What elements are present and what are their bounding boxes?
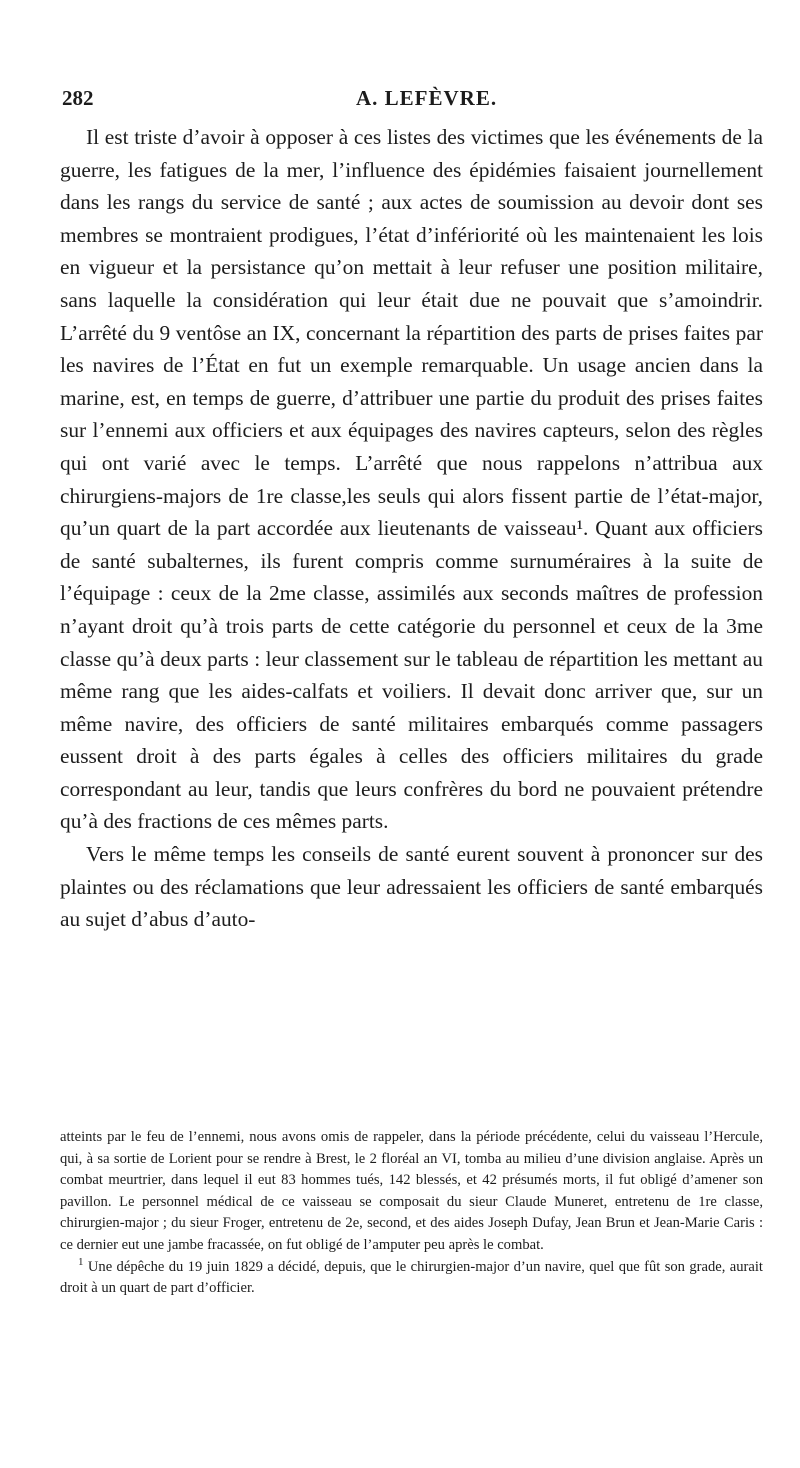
page-header <box>62 86 762 116</box>
footnote-1-text: Une dépêche du 19 juin 1829 a décidé, depuis, que le chirurgien-major d’un navire, quel que fût son grade, aurait droit à un quart de part d’officier. <box>60 1258 763 1297</box>
running-head: A. LEFÈVRE. <box>356 86 498 110</box>
footnote-continuation: atteints par le feu de l’ennemi, nous avons omis de rappeler, dans la période précédente, celui du vaisseau l’Hercule, qui, à sa sortie de Lorient pour se rendre à Brest, le 2 floréal an VI, tomba au milieu d’une division anglaise. Après un combat meurtrier, dans lequel il eut 83 hommes tués, 142 blessés, et 42 présumés morts, il fut obligé d’amener son pavillon. Le personnel médical de ce vaisseau se composait du sieur Claude Muneret, entretenu de 1re classe, chirurgien-major ; du sieur Froger, entretenu de 2e, second, et des aides Joseph Dufay, Jean Brun et Jean-Marie Caris : ce dernier eut une jambe fracassée, on fut obligé de l’amputer peu après le combat. <box>60 1129 763 1253</box>
footnotes <box>60 1127 763 1300</box>
paragraph-2: Vers le même temps les conseils de santé eurent souvent à prononcer sur des plaintes ou des réclamations que leur adressaient les officiers de santé embarqués au sujet d’abus d’auto- <box>60 842 763 932</box>
page-number: 282 <box>62 86 94 110</box>
footnote-1 <box>60 1257 763 1300</box>
footnote-marker: 1 <box>78 1255 84 1268</box>
main-text <box>60 121 763 936</box>
paragraph-1: Il est triste d’avoir à opposer à ces listes des victimes que les événements de la guerre, les fatigues de la mer, l’influence des épidémies faisaient journellement dans les rangs du service de santé ; aux actes de soumission au devoir dont ses membres se montraient prodigues, l’état d’infériorité où les maintenaient les lois en vigueur et la persistance qu’on mettait à leur refuser une position militaire, sans laquelle la considération qui leur était due ne pouvait que s’amoindrir. L’arrêté du 9 ventôse an IX, concernant la répartition des parts de prises faites par les navires de l’État en fut un exemple remarquable. Un usage ancien dans la marine, est, en temps de guerre, d’attribuer une partie du produit des prises faites sur l’ennemi aux officiers et aux équipages des navires capteurs, selon des règles qui ont varié avec le temps. L’arrêté que nous rappelons n’attribua aux chirurgiens-majors de 1re classe,les seuls qui alors fissent partie de l’état-major, qu’un quart de la part accordée aux lieutenants de vaisseau¹. Quant aux officiers de santé subalternes, ils furent compris comme surnuméraires à la suite de l’équipage : ceux de la 2me classe, assimilés aux seconds maîtres de profession n’ayant droit qu’à trois parts de cette catégorie du personnel et ceux de la 3me classe qu’à deux parts : leur classement sur le tableau de répartition les mettant au même rang que les aides-calfats et voiliers. Il devait donc arriver que, sur un même navire, des officiers de santé militaires embarqués comme passagers eussent droit à des parts égales à celles des officiers militaires du grade correspondant au leur, tandis que leurs confrères du bord ne pouvaient prétendre qu’à des fractions de ces mêmes parts. <box>60 125 763 834</box>
